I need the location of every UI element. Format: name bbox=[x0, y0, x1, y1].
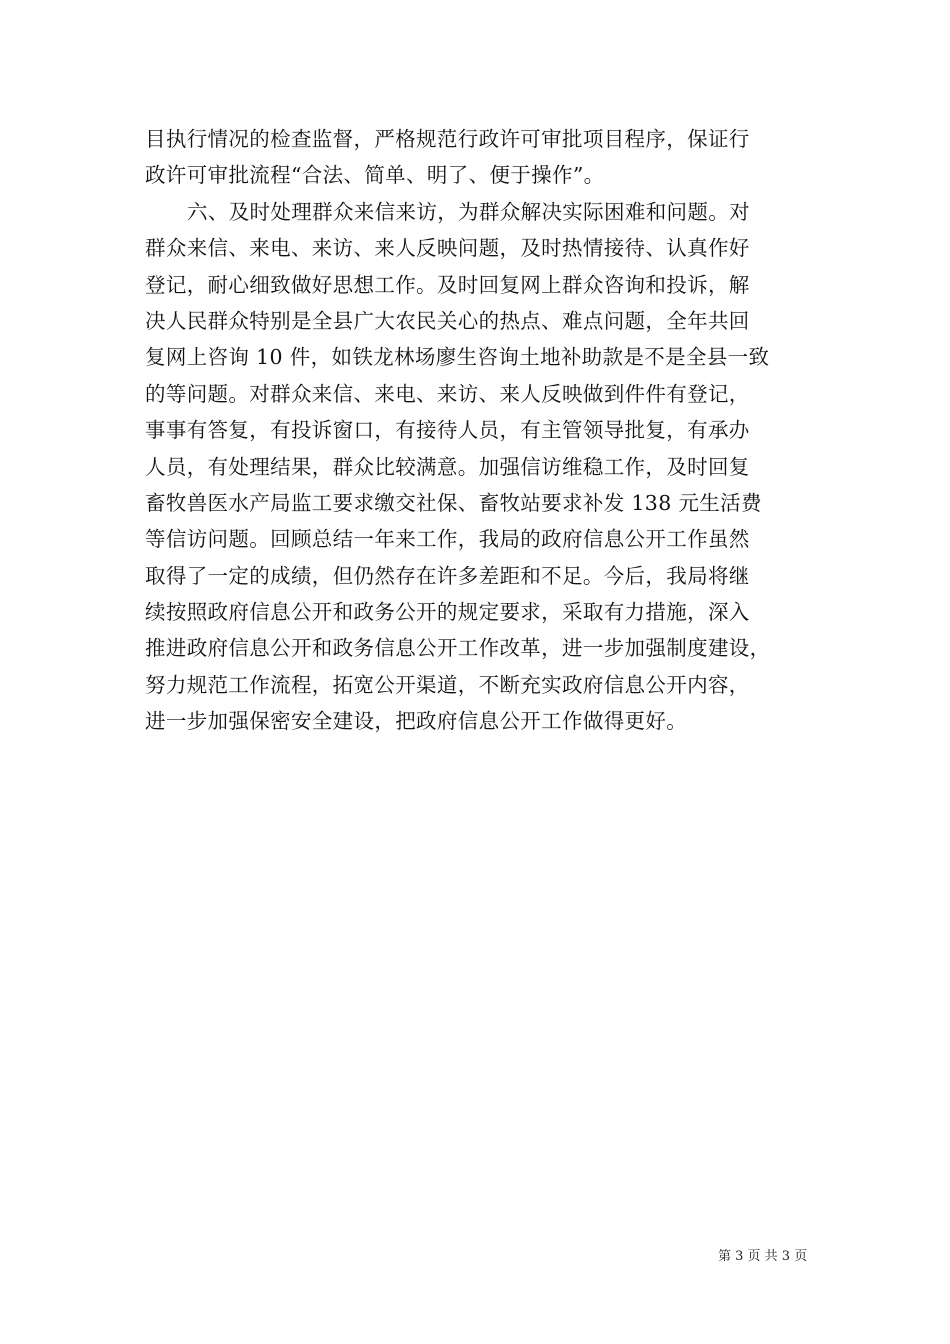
text-line: 复网上咨询 10 件，如铁龙林场廖生咨询土地补助款是不是全县一致 bbox=[145, 345, 770, 370]
text-line: 的等问题。对群众来信、来电、来访、来人反映做到件件有登记， bbox=[145, 381, 750, 406]
text-line: 续按照政府信息公开和政务公开的规定要求，采取有力措施，深入 bbox=[145, 600, 750, 625]
text-line: 等信访问题。回顾总结一年来工作，我局的政府信息公开工作虽然 bbox=[145, 527, 750, 552]
text-line: 推进政府信息公开和政务信息公开工作改革，进一步加强制度建设， bbox=[145, 636, 771, 661]
text-line: 登记，耐心细致做好思想工作。及时回复网上群众咨询和投诉，解 bbox=[145, 272, 750, 297]
text-line: 事事有答复，有投诉窗口，有接待人员，有主管领导批复，有承办 bbox=[145, 418, 750, 443]
text-line: 目执行情况的检查监督，严格规范行政许可审批项目程序，保证行 bbox=[145, 127, 750, 151]
text-line: 进一步加强保密安全建设，把政府信息公开工作做得更好。 bbox=[145, 709, 688, 734]
text-line: 决人民群众特别是全县广大农民关心的热点、难点问题，全年共回 bbox=[145, 308, 750, 333]
paragraph-start-line: 六、及时处理群众来信来访，为群众解决实际困难和问题。对 bbox=[187, 199, 750, 224]
body-text bbox=[145, 121, 815, 740]
text-line: 畜牧兽医水产局监工要求缴交社保、畜牧站要求补发 138 元生活费 bbox=[145, 490, 762, 515]
text-line: 人员，有处理结果，群众比较满意。加强信访维稳工作，及时回复 bbox=[145, 454, 750, 479]
text-line: 群众来信、来电、来访、来人反映问题，及时热情接待、认真作好 bbox=[145, 236, 750, 261]
text-line: 努力规范工作流程，拓宽公开渠道，不断充实政府信息公开内容， bbox=[145, 672, 750, 697]
page-number-footer: 第 3 页 共 3 页 bbox=[718, 1249, 808, 1264]
text-line: 政许可审批流程“合法、简单、明了、便于操作”。 bbox=[145, 163, 605, 188]
text-line: 取得了一定的成绩，但仍然存在许多差距和不足。今后，我局将继 bbox=[145, 563, 750, 588]
